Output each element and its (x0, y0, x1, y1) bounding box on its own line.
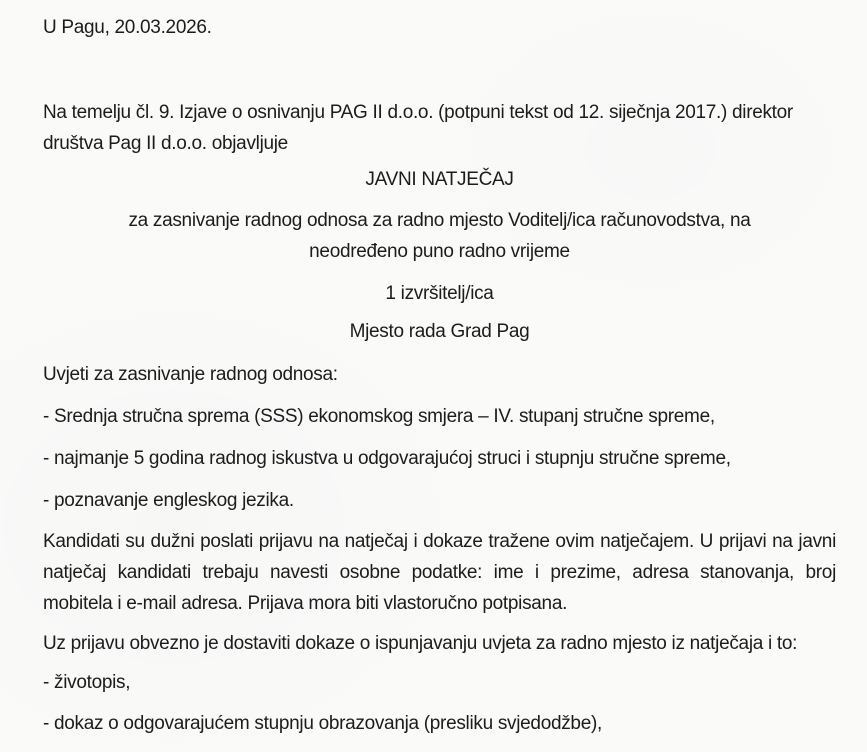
intro-paragraph: Na temelju čl. 9. Izjave o osnivanju PAG II d.o.o. (potpuni tekst od 12. siječnja 2017.) direktor društva Pag II d.o.o. objavljuje (43, 102, 793, 154)
positions-count-line: 1 izvršitelj/ica (385, 283, 494, 304)
attachment-item-diploma: - dokaz o odgovarajućem stupnju obrazovanja (presliku svjedodžbe), (43, 713, 602, 734)
document-subtitle (43, 205, 836, 267)
attachments-heading: Uz prijavu obvezno je dostaviti dokaze o ispunjavanju uvjeta za radno mjesto iz natječaja i to: (43, 633, 798, 654)
condition-item-experience: - najmanje 5 godina radnog iskustva u odgovarajućoj struci i stupnju stručne spreme, (43, 448, 731, 469)
subtitle-line-2: neodređeno puno radno vrijeme (309, 241, 570, 262)
work-location-line: Mjesto rada Grad Pag (349, 321, 530, 342)
subtitle-line-1: za zasnivanje radnog odnosa za radno mjesto Voditelj/ica računovodstva, na (128, 210, 751, 231)
date-line: U Pagu, 20.03.2026. (43, 17, 212, 38)
application-instructions-paragraph: Kandidati su dužni poslati prijavu na natječaj i dokaze tražene ovim natječajem. U prijavi na javni natječaj kandidati trebaju navesti osobne podatke: ime i prezime, adresa stanovanja, broj mobitela i e-mail adresa. Prijava mora biti vlastoručno potpisana. (43, 531, 836, 614)
attachment-item-cv: - životopis, (43, 672, 131, 693)
condition-item-education: - Srednja stručna sprema (SSS) ekonomskog smjera – IV. stupanj stručne spreme, (43, 406, 715, 427)
condition-item-language: - poznavanje engleskog jezika. (43, 490, 294, 511)
conditions-heading: Uvjeti za zasnivanje radnog odnosa: (43, 364, 338, 385)
document-title: JAVNI NATJEČAJ (365, 169, 514, 190)
